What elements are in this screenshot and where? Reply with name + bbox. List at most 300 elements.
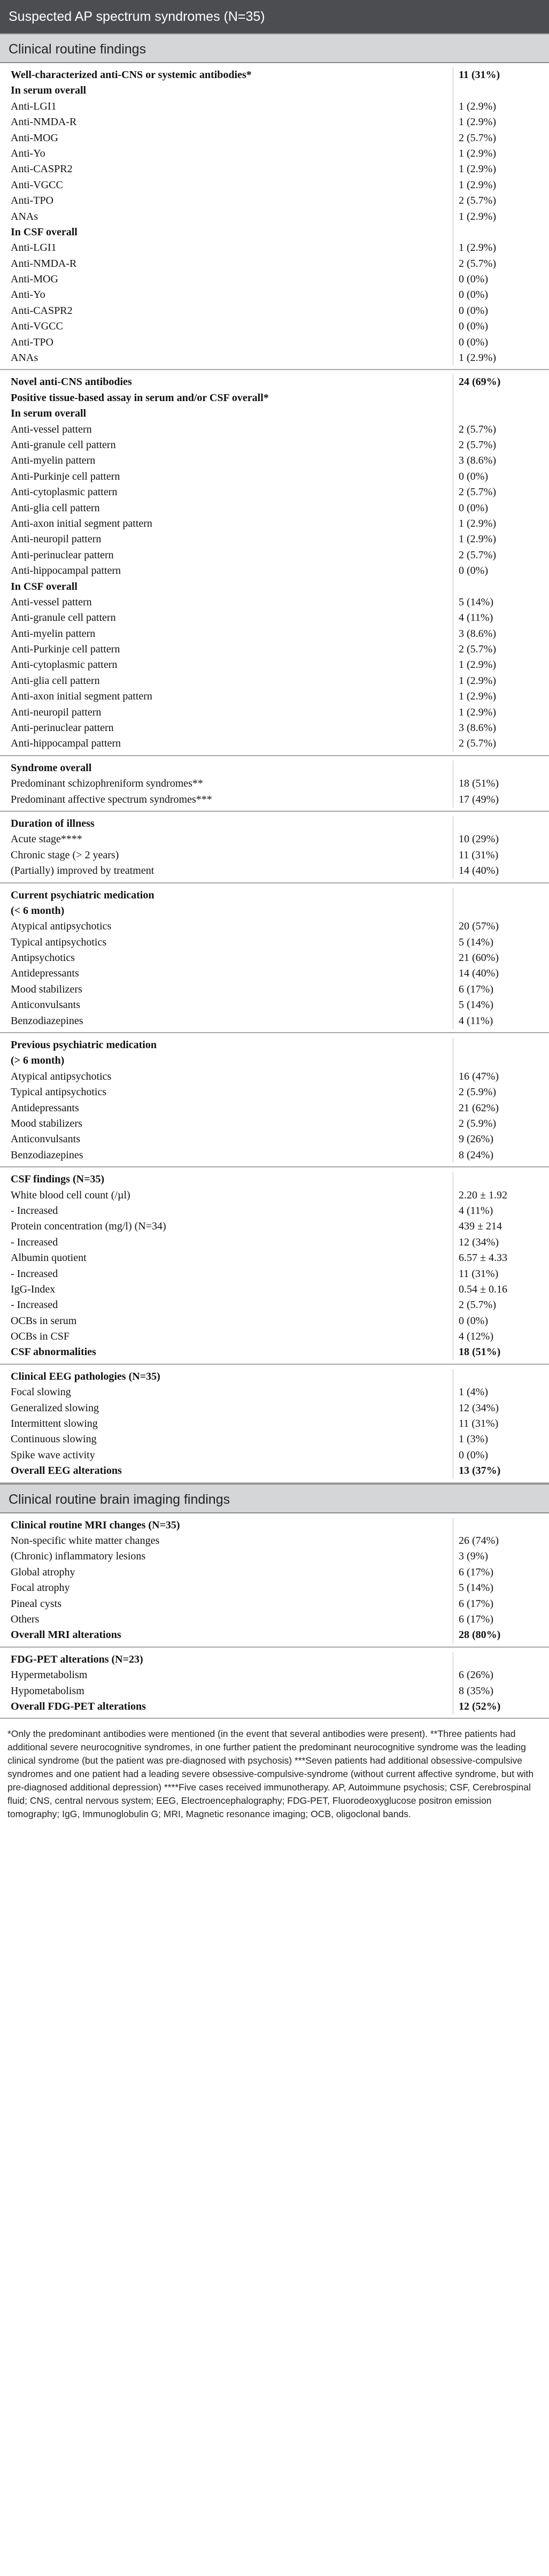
row-value: 0 (0%) [453,1313,549,1329]
table-row [0,1699,549,1714]
table-row [0,287,549,303]
row-value: 0 (0%) [453,501,549,516]
table-row [0,816,549,832]
row-value [453,390,549,406]
table-row [0,642,549,657]
row-label: - Increased [11,1204,58,1217]
table-row [0,1416,549,1432]
row-value: 10 (29%) [453,832,549,847]
row-label: Focal slowing [11,1386,71,1398]
row-value: 18 (51%) [453,1344,549,1360]
table-row [0,1329,549,1344]
row-label: Atypical antipsychotics [11,920,112,933]
table-row [0,162,549,177]
table-row [0,350,549,366]
table-row [0,1385,549,1400]
table-group [0,883,549,1034]
table-row [0,1596,549,1612]
section-heading: Clinical routine brain imaging findings [0,1483,549,1513]
row-value: 6 (17%) [453,982,549,997]
row-label: Chronic stage (> 2 years) [11,849,119,861]
row-label: Predominant schizophreniform syndromes** [11,778,203,790]
table-row [0,256,549,272]
row-value [453,903,549,919]
row-label: Anti-hippocampal pattern [11,565,121,577]
row-label: Overall FDG-PET alterations [11,1700,146,1712]
row-value: 1 (2.9%) [453,705,549,720]
row-value: 6 (26%) [453,1667,549,1683]
row-value: 0 (0%) [453,272,549,287]
table-row [0,657,549,673]
row-value: 1 (2.9%) [453,689,549,704]
row-value: 6 (17%) [453,1596,549,1612]
row-value: 5 (14%) [453,935,549,950]
table-row [0,736,549,751]
table-row [0,1037,549,1053]
row-label: Acute stage**** [11,833,82,845]
table-row [0,1101,549,1116]
row-label: Antipsychotics [11,952,75,964]
row-label: In CSF overall [11,226,78,238]
row-label: Typical antipsychotics [11,936,107,948]
row-value [453,816,549,832]
row-label: Anti-granule cell pattern [11,612,116,624]
row-value [453,1369,549,1385]
row-label: Anti-NMDA-R [11,257,77,270]
row-label: Protein concentration (mg/l) (N=34) [11,1220,166,1233]
row-value: 3 (8.6%) [453,626,549,642]
row-label: Anti-axon initial segment pattern [11,690,152,703]
row-label: Spike wave activity [11,1449,95,1461]
row-value: 2 (5.7%) [453,736,549,751]
table-group [0,1365,549,1483]
table-row [0,720,549,736]
section-heading: Clinical routine findings [0,33,549,63]
row-label: Anti-MOG [11,273,58,286]
row-value: 4 (11%) [453,610,549,626]
table-row [0,595,549,610]
row-label: - Increased [11,1299,58,1311]
row-value: 1 (2.9%) [453,146,549,162]
table-row [0,1612,549,1627]
row-value: 18 (51%) [453,776,549,791]
row-label: In serum overall [11,407,87,420]
row-label: OCBs in serum [11,1314,77,1327]
row-value: 1 (2.9%) [453,657,549,673]
row-label: Anti-vessel pattern [11,423,92,435]
row-label: Syndrome overall [11,762,92,774]
row-label: (> 6 month) [11,1055,65,1067]
table-row [0,1188,549,1203]
row-value: 2 (5.7%) [453,422,549,437]
table-row [0,422,549,437]
row-label: Others [11,1613,40,1625]
row-label: Anti-Purkinje cell pattern [11,643,120,656]
table-row [0,1313,549,1329]
row-value: 2 (5.7%) [453,437,549,453]
table-row [0,563,549,579]
row-value: 0 (0%) [453,335,549,350]
row-label: FDG-PET alterations (N=23) [11,1653,143,1665]
row-label: Overall MRI alterations [11,1629,121,1641]
table-row [0,335,549,350]
row-label: Typical antipsychotics [11,1086,107,1098]
table-row [0,1549,549,1564]
table-row [0,1369,549,1385]
row-label: ANAs [11,352,38,364]
row-label: Novel anti-CNS antibodies [11,376,132,388]
row-label: CSF abnormalities [11,1346,96,1358]
table-group [0,1513,549,1648]
row-label: Current psychiatric medication [11,889,154,901]
table-row [0,1344,549,1360]
row-value [453,83,549,98]
table-row [0,130,549,146]
table-group [0,63,549,370]
row-label: Mood stabilizers [11,1118,82,1129]
table-row [0,1667,549,1683]
row-label: Anticonvulsants [11,1133,80,1145]
table-row [0,848,549,863]
table-row [0,406,549,421]
row-value [453,1172,549,1187]
row-label: Anti-perinuclear pattern [11,549,114,561]
row-value: 2 (5.7%) [453,485,549,500]
row-value: 12 (34%) [453,1401,549,1416]
table-row [0,469,549,485]
row-value: 1 (2.9%) [453,162,549,177]
row-value: 11 (31%) [453,848,549,863]
row-label: In CSF overall [11,580,78,593]
row-value: 16 (47%) [453,1069,549,1085]
row-label: Pineal cysts [11,1597,61,1610]
row-label: Anti-CASPR2 [11,163,73,175]
table-group [0,1167,549,1365]
table-row [0,1013,549,1029]
table-row [0,374,549,390]
table-row [0,705,549,720]
table-row [0,626,549,642]
table-row [0,1432,549,1447]
table-row [0,532,549,547]
table-group [0,1648,549,1719]
row-label: Anti-myelin pattern [11,627,96,640]
row-value: 2 (5.7%) [453,642,549,657]
row-value: 14 (40%) [453,863,549,879]
table-row [0,832,549,847]
row-value: 4 (11%) [453,1203,549,1219]
row-label: Antidepressants [11,967,79,980]
table-row [0,1533,549,1549]
row-value: 17 (49%) [453,792,549,808]
row-label: Well-characterized anti-CNS or systemic antibodies* [11,69,252,81]
row-value: 0 (0%) [453,303,549,319]
row-value: 21 (62%) [453,1101,549,1116]
table-row [0,863,549,879]
table-row [0,1235,549,1250]
row-label: Predominant affective spectrum syndromes*** [11,793,212,805]
table-row [0,950,549,966]
row-value: 5 (14%) [453,997,549,1013]
row-value: 2 (5.7%) [453,1297,549,1313]
table-row [0,516,549,532]
row-value: 24 (69%) [453,374,549,390]
row-label: Previous psychiatric medication [11,1039,157,1051]
row-label: Anti-CASPR2 [11,304,73,317]
table-row [0,437,549,453]
row-label: Anti-LGI1 [11,242,57,254]
row-label: Anti-VGCC [11,320,63,333]
row-label: Anti-hippocampal pattern [11,737,121,750]
table-row [0,1203,549,1219]
table-row [0,1282,549,1297]
row-label: Anti-neuropil pattern [11,533,102,545]
row-label: Atypical antipsychotics [11,1070,112,1082]
table-row [0,1148,549,1163]
table-row [0,579,549,595]
row-value: 11 (31%) [453,1416,549,1432]
table-row [0,1069,549,1085]
table-row [0,272,549,287]
row-label: IgG-Index [11,1283,56,1295]
row-value [453,579,549,595]
row-value: 26 (74%) [453,1533,549,1549]
row-label: Benzodiazepines [11,1149,83,1161]
table-title: Suspected AP spectrum syndromes (N=35) [0,0,549,33]
row-value [453,1037,549,1053]
table-row [0,548,549,563]
table-row [0,193,549,209]
row-value: 13 (37%) [453,1463,549,1479]
row-value: 11 (31%) [453,1266,549,1282]
row-value: 1 (2.9%) [453,99,549,114]
row-value: 21 (60%) [453,950,549,966]
row-value: 1 (2.9%) [453,532,549,547]
row-value: 439 ± 214 [453,1219,549,1234]
row-value: 12 (52%) [453,1699,549,1714]
table-row [0,1627,549,1643]
row-value: 1 (4%) [453,1385,549,1400]
table-row [0,67,549,83]
row-value: 8 (24%) [453,1148,549,1163]
row-label: (Chronic) inflammatory lesions [11,1550,146,1563]
row-value [453,1652,549,1667]
row-value: 6 (17%) [453,1612,549,1627]
row-value: 28 (80%) [453,1627,549,1643]
row-label: Focal atrophy [11,1582,70,1594]
row-label: Clinical routine MRI changes (N=35) [11,1519,180,1531]
row-label: Anti-myelin pattern [11,455,96,467]
table-row [0,99,549,114]
table-row [0,303,549,319]
table-row [0,178,549,193]
row-label: Overall EEG alterations [11,1465,122,1477]
row-value: 0 (0%) [453,563,549,579]
row-value: 3 (8.6%) [453,720,549,736]
table-row [0,760,549,776]
row-label: Anti-vessel pattern [11,596,92,608]
table-row [0,689,549,704]
row-value: 12 (34%) [453,1235,549,1250]
row-label: Anti-Purkinje cell pattern [11,470,120,482]
table-row [0,1652,549,1667]
row-value: 1 (3%) [453,1432,549,1447]
table-row [0,888,549,903]
row-value: 5 (14%) [453,595,549,610]
row-label: Anti-TPO [11,195,53,207]
table-row [0,240,549,256]
row-label: CSF findings (N=35) [11,1173,105,1186]
row-label: Anti-MOG [11,132,58,144]
row-label: Anti-cytoplasmic pattern [11,486,118,498]
row-value: 0.54 ± 0.16 [453,1282,549,1297]
table-row [0,390,549,406]
row-value: 1 (2.9%) [453,240,549,256]
row-value: 1 (2.9%) [453,673,549,689]
row-label: In serum overall [11,84,87,97]
row-label: Anti-granule cell pattern [11,439,116,451]
table-row [0,1683,549,1699]
row-value: 5 (14%) [453,1580,549,1596]
table-row [0,114,549,130]
table-row [0,1172,549,1187]
row-value: 0 (0%) [453,1448,549,1463]
row-label: - Increased [11,1267,58,1280]
table-row [0,1448,549,1463]
table-row [0,903,549,919]
row-label: Positive tissue-based assay in serum and/or CSF overall* [11,391,269,404]
row-label: Anti-cytoplasmic pattern [11,659,118,671]
table-row [0,1401,549,1416]
table-row [0,1565,549,1580]
table-row [0,935,549,950]
row-value: 11 (31%) [453,67,549,83]
row-label: Clinical EEG pathologies (N=35) [11,1370,160,1382]
row-value: 3 (9%) [453,1549,549,1564]
row-label: (Partially) improved by treatment [11,865,154,877]
row-label: Antidepressants [11,1102,79,1114]
table-group [0,370,549,756]
table-row [0,966,549,981]
table-row [0,919,549,934]
table-row [0,146,549,162]
row-value: 0 (0%) [453,287,549,303]
table-group [0,756,549,812]
row-label: Anti-axon initial segment pattern [11,517,152,529]
row-label: Intermittent slowing [11,1418,98,1430]
row-value: 2 (5.9%) [453,1085,549,1100]
table-row [0,485,549,500]
row-value [453,225,549,240]
row-value: 2.20 ± 1.92 [453,1188,549,1203]
row-label: Anti-TPO [11,336,53,348]
table-row [0,453,549,468]
row-label: Anti-NMDA-R [11,116,77,128]
table-row [0,610,549,626]
row-label: Anticonvulsants [11,999,80,1011]
row-value: 1 (2.9%) [453,516,549,532]
row-value: 8 (35%) [453,1683,549,1699]
table-row [0,673,549,689]
row-value [453,406,549,421]
row-label: Generalized slowing [11,1402,99,1414]
table-row [0,1219,549,1234]
row-value: 2 (5.7%) [453,548,549,563]
row-label: Anti-perinuclear pattern [11,722,114,734]
row-value [453,1053,549,1068]
row-value: 4 (11%) [453,1013,549,1029]
row-label: (< 6 month) [11,904,65,917]
table-row [0,1266,549,1282]
row-value: 0 (0%) [453,469,549,485]
row-label: Continuous slowing [11,1433,97,1445]
row-label: Anti-VGCC [11,179,63,191]
row-value: 4 (12%) [453,1329,549,1344]
table-row [0,1580,549,1596]
table-group [0,812,549,883]
row-value: 2 (5.7%) [453,130,549,146]
row-label: Hypermetabolism [11,1669,88,1681]
row-label: Anti-glia cell pattern [11,502,100,514]
table-row [0,1518,549,1533]
table-row [0,997,549,1013]
table-row [0,1116,549,1132]
row-value: 3 (8.6%) [453,453,549,468]
table-row [0,1250,549,1266]
table-row [0,1053,549,1068]
row-value [453,888,549,903]
row-value: 9 (26%) [453,1132,549,1147]
table-row [0,1132,549,1147]
table-row [0,319,549,334]
table-row [0,1297,549,1313]
row-label: - Increased [11,1236,58,1248]
row-value: 1 (2.9%) [453,350,549,366]
table-row [0,776,549,791]
row-label: Non-specific white matter changes [11,1534,160,1547]
row-label: Duration of illness [11,817,95,829]
row-label: Anti-LGI1 [11,100,57,112]
row-value: 6.57 ± 4.33 [453,1250,549,1266]
table-row [0,982,549,997]
table-row [0,209,549,225]
table-row [0,792,549,808]
row-label: Anti-Yo [11,147,45,159]
row-label: OCBs in CSF [11,1331,70,1343]
row-value: 1 (2.9%) [453,209,549,225]
row-value: 1 (2.9%) [453,178,549,193]
row-value [453,760,549,776]
row-value: 2 (5.7%) [453,256,549,272]
row-label: Anti-neuropil pattern [11,706,102,718]
table-row [0,225,549,240]
table-group [0,1033,549,1167]
table-row [0,1085,549,1100]
row-label: Anti-Yo [11,289,45,301]
row-value: 1 (2.9%) [453,114,549,130]
table-row [0,1463,549,1479]
row-label: Anti-glia cell pattern [11,674,100,687]
row-label: Albumin quotient [11,1252,87,1264]
row-label: ANAs [11,210,38,222]
row-value: 6 (17%) [453,1565,549,1580]
table-row [0,501,549,516]
row-label: Global atrophy [11,1566,75,1578]
row-value [453,1518,549,1533]
row-value: 2 (5.7%) [453,193,549,209]
row-label: Mood stabilizers [11,983,82,995]
row-value: 0 (0%) [453,319,549,334]
